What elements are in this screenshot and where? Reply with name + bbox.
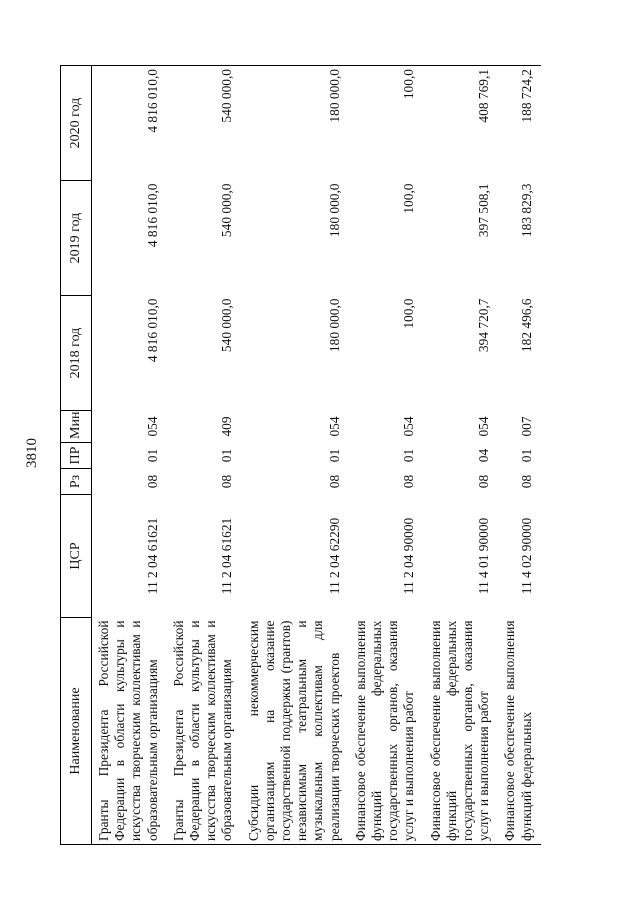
row-pr: 04 (476, 448, 492, 463)
table-row (424, 66, 499, 845)
budget-table (60, 65, 541, 845)
row-pr: 01 (518, 448, 534, 463)
row-2018: 180 000,0 (326, 298, 342, 353)
table-row (349, 66, 424, 845)
row-2020: 100,0 (349, 66, 424, 181)
row-pr: 01 (401, 448, 417, 463)
row-min: 409 (219, 416, 235, 437)
row-2019: 4 816 010,0 (144, 183, 160, 248)
row-name: Финансовое обеспечение выполнения функций федеральных государственных органов, оказания услуг и выполнения работ (424, 618, 499, 845)
row-2018: 182 496,6 (518, 298, 534, 353)
row-csr: 11 2 04 61621 (219, 517, 235, 595)
row-csr: 11 4 01 90000 (476, 517, 492, 595)
row-name: Финансовое обеспечение выполнения функций федеральных (498, 618, 540, 845)
row-name: Финансовое обеспечение выполнения функций федеральных государственных органов, оказания услуг и выполнения работ (349, 618, 424, 845)
row-csr: 11 4 02 90000 (518, 517, 534, 595)
row-name: Субсидии некоммерческим организациям на оказание государственной поддержки (грантов) независимым театральным и музыкальным коллективам для реализации творческих проектов (242, 618, 349, 845)
row-2018: 100,0 (401, 298, 417, 329)
row-2019: 397 508,1 (476, 183, 492, 238)
row-rz: 08 (326, 474, 342, 489)
page-number: 3810 (24, 438, 40, 468)
table-header-row (61, 66, 92, 845)
row-rz: 08 (219, 474, 235, 489)
row-2019: 180 000,0 (326, 183, 342, 238)
row-2018: 394 720,7 (476, 298, 492, 353)
row-min: 054 (401, 416, 417, 437)
header-name: Наименование (61, 618, 92, 845)
row-min: 007 (518, 416, 534, 437)
row-pr: 01 (144, 448, 160, 463)
table-row (167, 66, 242, 845)
row-2019: 540 000,0 (219, 183, 235, 238)
row-pr: 01 (326, 448, 342, 463)
row-rz: 08 (401, 474, 417, 489)
row-pr: 01 (219, 448, 235, 463)
row-2019: 100,0 (401, 183, 417, 214)
row-rz: 08 (144, 474, 160, 489)
row-min: 054 (144, 416, 160, 437)
row-csr: 11 2 04 61621 (144, 517, 160, 595)
row-name: Гранты Президента Российской Федерации в области культуры и искусства творческим коллективам и образовательным организациям (92, 618, 167, 845)
row-rz: 08 (476, 474, 492, 489)
row-2018: 540 000,0 (219, 298, 235, 353)
row-2020: 188 724,2 (498, 66, 540, 181)
row-2020: 540 000,0 (167, 66, 242, 181)
header-2019: 2019 год (61, 181, 92, 296)
row-2020: 4 816 010,0 (92, 66, 167, 181)
row-csr: 11 2 04 62290 (326, 517, 342, 595)
header-pr: ПР (61, 443, 92, 469)
table-row (498, 66, 540, 845)
row-2020: 180 000,0 (242, 66, 349, 181)
row-csr: 11 2 04 90000 (401, 517, 417, 595)
header-rz: Рз (61, 469, 92, 495)
rotated-page-content (60, 65, 605, 845)
row-rz: 08 (518, 474, 534, 489)
row-2020: 408 769,1 (424, 66, 499, 181)
row-2019: 183 829,3 (518, 183, 534, 238)
row-name: Гранты Президента Российской Федерации в области культуры и искусства творческим коллективам и образовательным организациям (167, 618, 242, 845)
header-2020: 2020 год (61, 66, 92, 181)
row-min: 054 (476, 416, 492, 437)
row-2018: 4 816 010,0 (144, 298, 160, 363)
table-row (92, 66, 167, 845)
table-row (242, 66, 349, 845)
header-min: Мин (61, 411, 92, 443)
row-min: 054 (326, 416, 342, 437)
header-csr: ЦСР (61, 495, 92, 618)
header-2018: 2018 год (61, 296, 92, 411)
